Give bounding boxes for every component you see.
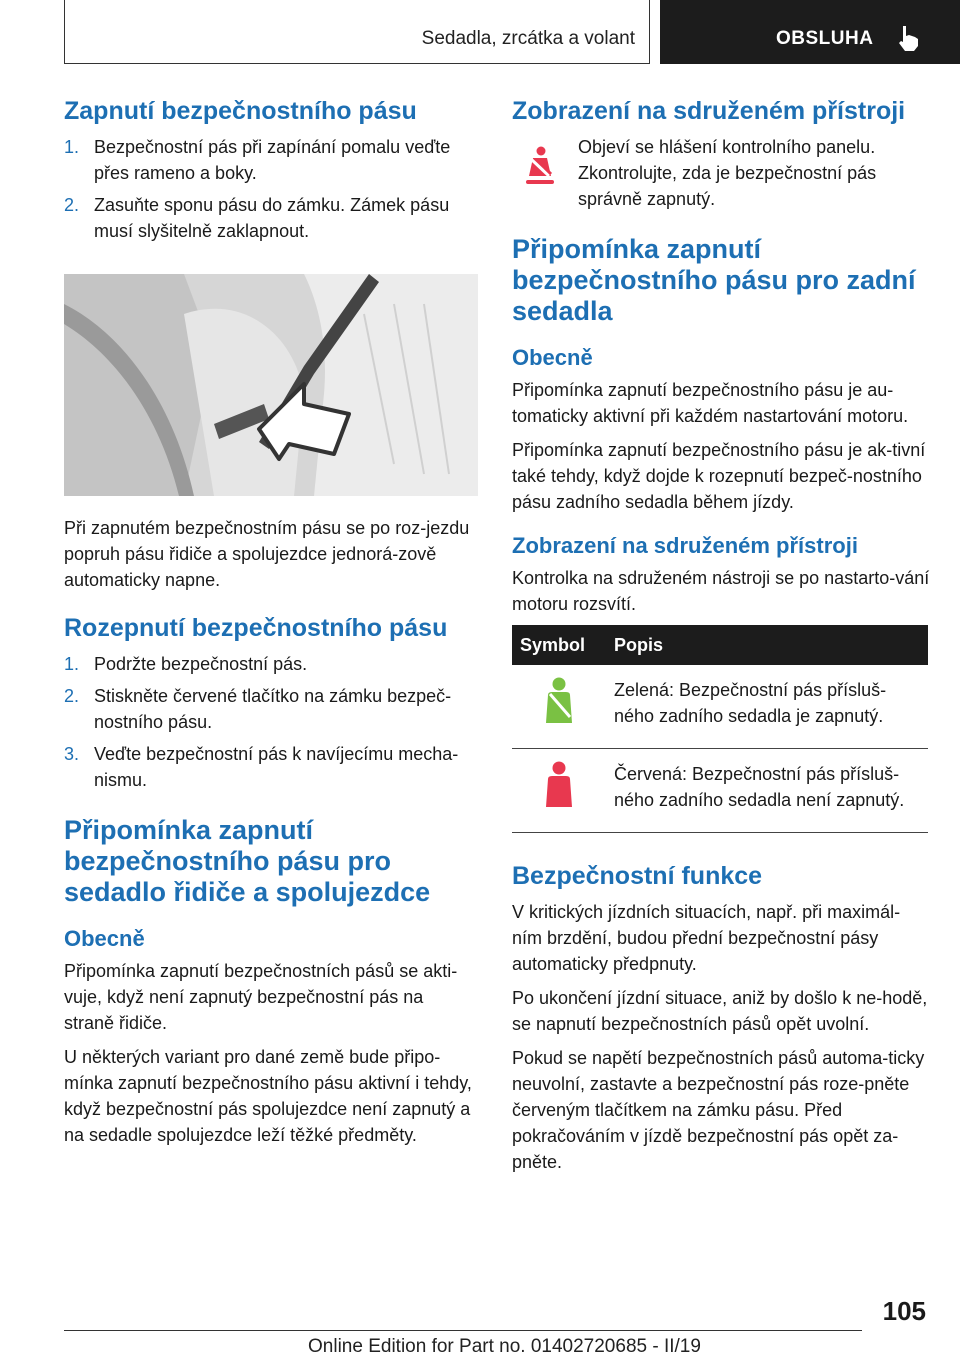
paragraph: Připomínka zapnutí bezpečnostního pásu je ak-tivní také tehdy, když dojde k rozepnutí bezpeč-nostního pásu zadního sedadla během jízdy.	[512, 440, 926, 513]
paragraph: Pokud se napětí bezpečnostních pásů automa-ticky neuvolní, zastavte a bezpečnostní pás roze-pněte červeným tlačítkem na zámku pásu. Před pokračováním v jízdě bezpečnostní pás opět za-pněte.	[512, 1048, 925, 1173]
heading-unfasten-belt: Rozepnutí bezpečnostního pásu	[64, 614, 448, 642]
paragraph: V kritických jízdních situacích, např. při maximál-ním brzdění, budou přední bezpečnostní pásy automaticky předpnuty.	[512, 902, 901, 975]
table-row: Červená: Bezpečnostní pás přísluš-ného zadního sedadla není zapnutý.	[512, 749, 928, 833]
heading-fasten-belt: Zapnutí bezpečnostního pásu	[64, 97, 417, 125]
heading-front-reminder: Připomínka zapnutí bezpečnostního pásu pro sedadlo řidiče a spolujezdce	[64, 815, 431, 908]
heading-display-rear: Zobrazení na sdruženém přístroji	[512, 533, 858, 559]
left-column	[64, 96, 478, 1156]
col-symbol: Symbol	[512, 625, 606, 665]
symbol-table	[512, 625, 928, 833]
seatbelt-warning-red-icon	[522, 146, 558, 186]
unfasten-steps	[64, 651, 478, 793]
table-header-row	[512, 625, 928, 665]
list-item: 3. Veďte bezpečnostní pás k navíjecímu mecha-nismu.	[64, 744, 459, 790]
seatbelt-photo	[64, 274, 478, 496]
heading-rear-reminder: Připomínka zapnutí bezpečnostního pásu pro zadní sedadla	[512, 234, 916, 327]
footer-divider	[64, 1330, 862, 1331]
list-item: 2. Zasuňte sponu pásu do zámku. Zámek pásu musí slyšitelně zaklapnout.	[64, 195, 450, 241]
paragraph: Připomínka zapnutí bezpečnostních pásů se akti-vuje, když není zapnutý bezpečnostní pás na straně řidiče.	[64, 961, 458, 1034]
paragraph: Kontrolka na sdruženém nástroji se po nastarto-vání motoru rozsvítí.	[512, 568, 930, 615]
hand-pointer-icon	[896, 24, 922, 52]
paragraph: Po ukončení jízdní situace, aniž by došlo k ne-hodě, se napnutí bezpečnostních pásů opět uvolní.	[512, 988, 928, 1035]
page-header	[0, 0, 960, 66]
paragraph: U některých variant pro dané země bude připo-mínka zapnutí bezpečnostního pásu aktivní i tehdy, když bezpečnostní pás spolujezdce není zapnutý a na sedadle spolujezdce leží těžké předměty.	[64, 1047, 472, 1146]
fasten-steps	[64, 134, 478, 244]
chapter-tab-label: OBSLUHA	[776, 28, 874, 49]
list-item: 1. Podržte bezpečnostní pás.	[64, 654, 308, 674]
section-title: Sedadla, zrcátka a volant	[421, 28, 635, 49]
header-frame	[64, 0, 650, 64]
col-description: Popis	[606, 625, 928, 665]
seatbelt-unfastened-red-icon	[542, 761, 576, 811]
heading-general: Obecně	[512, 345, 593, 371]
paragraph: Při zapnutém bezpečnostním pásu se po roz-jezdu popruh pásu řidiče a spolujezdce jednorá-zově automaticky napne.	[64, 518, 470, 590]
list-item: 1. Bezpečnostní pás při zapínání pomalu veďte přes rameno a boky.	[64, 137, 451, 183]
page-number: 105	[882, 1296, 926, 1326]
right-column	[512, 96, 930, 1183]
table-row: Zelená: Bezpečnostní pás přísluš-ného zadního sedadla je zapnutý.	[512, 665, 928, 749]
chapter-tab[interactable]	[660, 0, 960, 64]
heading-display: Zobrazení na sdruženém přístroji	[512, 97, 906, 125]
list-item: 2. Stiskněte červené tlačítko na zámku bezpeč-nostního pásu.	[64, 686, 452, 732]
edition-info: Online Edition for Part no. 01402720685 - II/19	[308, 1336, 701, 1357]
heading-safety-function: Bezpečnostní funkce	[512, 862, 763, 891]
heading-general: Obecně	[64, 926, 145, 952]
paragraph: Připomínka zapnutí bezpečnostního pásu je au-tomaticky aktivní při každém nastartování motoru.	[512, 380, 909, 427]
warning-message-block: Objeví se hlášení kontrolního panelu. Zkontrolujte, zda je bezpečnostní pás správně zapnutý.	[512, 134, 930, 212]
seatbelt-fastened-green-icon	[542, 677, 576, 727]
